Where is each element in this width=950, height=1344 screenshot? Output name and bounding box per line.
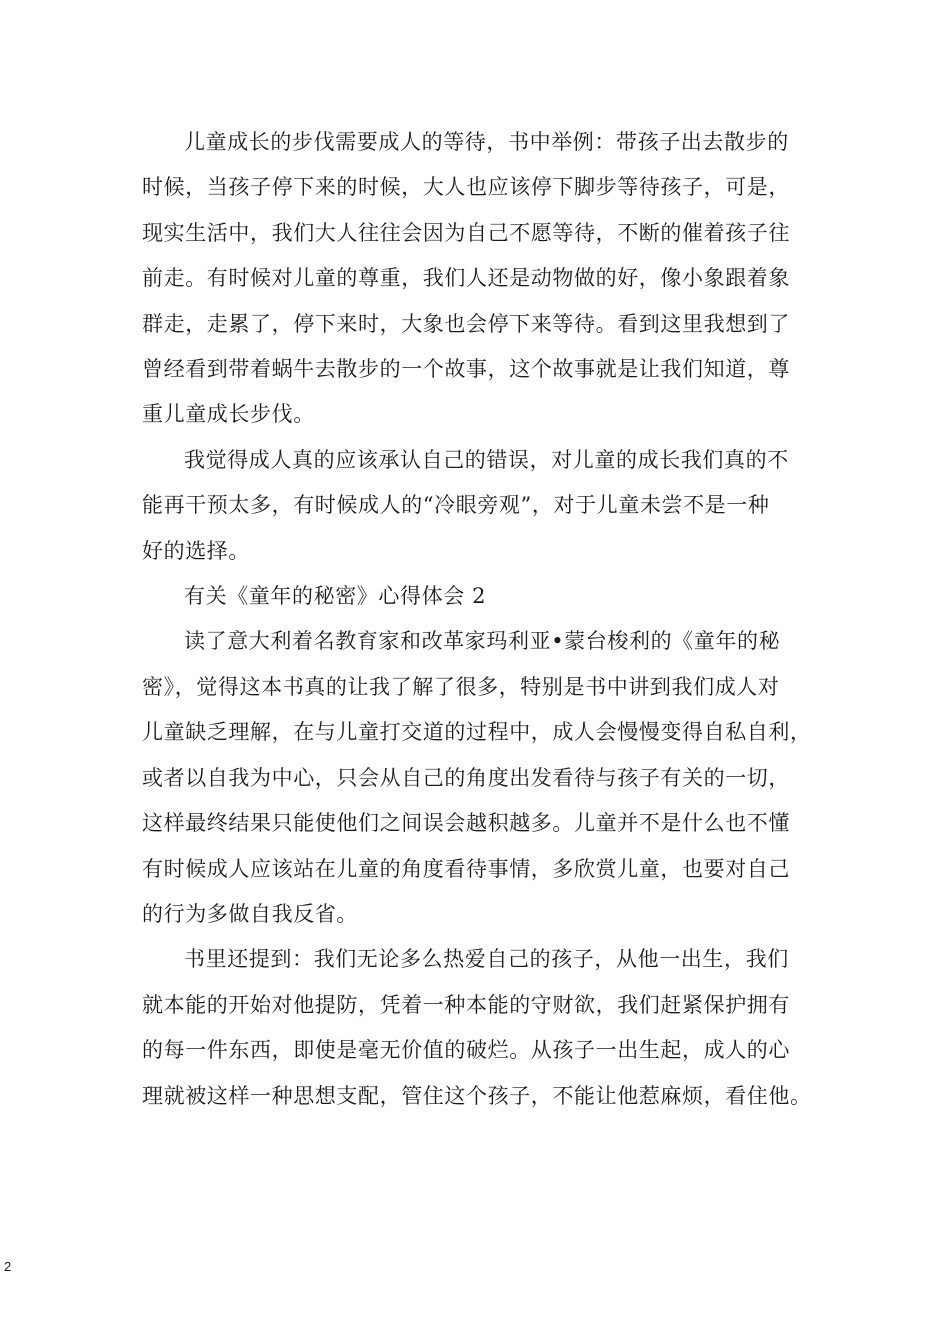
text-line: 的行为多做自我反省。 — [142, 901, 358, 926]
text-line: 或者以自我为中心，只会从自己的角度出发看待与孩子有关的一切， — [142, 765, 790, 790]
text-line: 儿童缺乏理解，在与儿童打交道的过程中，成人会慢慢变得自私自利， — [142, 720, 812, 745]
page-number: 2 — [4, 1259, 12, 1274]
text-line: 能再干预太多，有时候成人的“冷眼旁观”，对于儿童未尝不是一种 — [142, 493, 770, 518]
text-line: 读了意大利着名教育家和改革家玛利亚•蒙台梭利的《童年的秘 — [184, 629, 781, 654]
paragraph-4 — [142, 937, 822, 1119]
text-line: 重儿童成长步伐。 — [142, 402, 315, 427]
text-line: 就本能的开始对他提防，凭着一种本能的守财欲，我们赶紧保护拥有 — [142, 992, 790, 1017]
text-line: 我觉得成人真的应该承认自己的错误，对儿童的成长我们真的不 — [184, 447, 789, 472]
text-line: 前走。有时候对儿童的尊重，我们人还是动物做的好，像小象跟着象 — [142, 266, 790, 291]
text-line: 好的选择。 — [142, 538, 250, 563]
document-body — [142, 120, 822, 1119]
paragraph-1 — [142, 120, 822, 438]
text-line: 曾经看到带着蜗牛去散步的一个故事，这个故事就是让我们知道，尊 — [142, 357, 790, 382]
text-line: 密》，觉得这本书真的让我了解了很多，特别是书中讲到我们成人对 — [142, 674, 780, 699]
paragraph-2 — [142, 438, 822, 574]
heading-text: 有关《童年的秘密》心得体会 2 — [184, 584, 487, 609]
text-line: 群走，走累了，停下来时，大象也会停下来等待。看到这里我想到了 — [142, 311, 790, 336]
text-line: 书里还提到：我们无论多么热爱自己的孩子，从他一出生，我们 — [184, 947, 789, 972]
section-heading — [142, 574, 822, 619]
text-line: 的每一件东西，即使是毫无价值的破烂。从孩子一出生起，成人的心 — [142, 1038, 790, 1063]
text-line: 时候，当孩子停下来的时候，大人也应该停下脚步等待孩子，可是， — [142, 175, 790, 200]
text-line: 儿童成长的步伐需要成人的等待，书中举例：带孩子出去散步的 — [184, 130, 789, 154]
text-line: 这样最终结果只能使他们之间误会越积越多。儿童并不是什么也不懂 — [142, 811, 790, 836]
text-line: 理就被这样一种思想支配，管住这个孩子，不能让他惹麻烦，看住他。 — [142, 1083, 812, 1108]
text-line: 现实生活中，我们大人往往会因为自己不愿等待，不断的催着孩子往 — [142, 220, 790, 245]
paragraph-3 — [142, 619, 822, 937]
text-line: 有时候成人应该站在儿童的角度看待事情，多欣赏儿童，也要对自己 — [142, 856, 790, 881]
